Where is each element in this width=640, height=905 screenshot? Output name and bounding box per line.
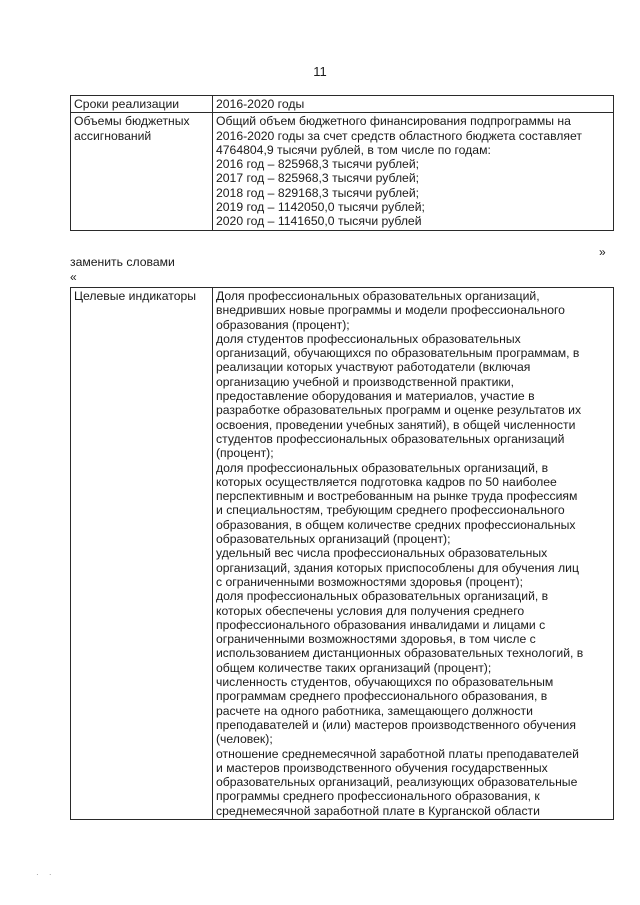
- indicator-line: с ограниченными возможностями здоровья (процент);: [216, 574, 523, 589]
- table-row-budget-allocations: [71, 113, 614, 230]
- indicator-line: расчете на одного работника, замещающего должности: [216, 703, 533, 718]
- indicator-line: и специальностям, требующим среднего профессионального: [216, 503, 565, 518]
- indicator-line: доля студентов профессиональных образовательных: [216, 331, 521, 346]
- indicator-line: численность студентов, обучающихся по образовательным: [216, 675, 554, 690]
- indicator-line: удельный вес числа профессиональных образовательных: [216, 546, 548, 561]
- row-label-line: Целевые индикаторы: [74, 289, 197, 303]
- indicator-line: образования, в общем количестве средних профессиональных: [216, 517, 576, 532]
- indicator-line: которых осуществляется подготовка кадров по 50 наиболее: [216, 474, 557, 489]
- indicator-line: образовательных организаций, реализующих образовательные: [216, 775, 578, 790]
- indicator-line: профессионального образования инвалидами и лицами с: [216, 617, 546, 632]
- indicator-line: ограниченными возможностями здоровья, в том числе с: [216, 632, 536, 647]
- indicator-line: образования (процент);: [216, 317, 350, 332]
- row-value-cell: [213, 288, 614, 820]
- indicator-line: предоставление оборудования и материалов, участие в: [216, 389, 535, 404]
- indicator-line: программам среднего профессионального образования, в: [216, 689, 548, 704]
- table-row-implementation-period: [71, 96, 614, 113]
- row-value-line: 2016-2020 годы: [216, 97, 305, 111]
- row-value-line: 2016 год – 825968,3 тысячи рублей;: [216, 157, 420, 172]
- indicator-line: программы среднего профессионального образования, к: [216, 789, 540, 804]
- replace-with-text: заменить словами: [70, 255, 175, 269]
- indicator-line: преподавателей и (или) мастеров производственного обучения: [216, 717, 576, 732]
- indicator-line: доля профессиональных образовательных организаций, в: [216, 589, 549, 604]
- indicator-line: реализации которых участвуют работодатели (включая: [216, 360, 531, 375]
- row-label-line: Объемы бюджетных: [74, 114, 190, 129]
- indicator-line: доля профессиональных образовательных организаций, в: [216, 460, 549, 475]
- indicator-line: организаций, здания которых приспособлены для обучения лиц: [216, 560, 579, 575]
- indicator-line: внедривших новые программы и модели профессионального: [216, 303, 565, 318]
- indicator-line: образовательных организаций (процент);: [216, 532, 451, 547]
- row-value-line: 2018 год – 829168,3 тысячи рублей;: [216, 185, 420, 200]
- row-value-line: 2020 год – 1141650,0 тысячи рублей: [216, 214, 422, 229]
- row-value-line: 2019 год – 1142050,0 тысячи рублей;: [216, 200, 425, 215]
- row-value-cell: [213, 96, 614, 113]
- indicator-line: организацию учебной и производственной практики,: [216, 374, 514, 389]
- indicator-line: общем количестве таких организаций (процент);: [216, 660, 492, 675]
- row-value-line: 2017 год – 825968,3 тысячи рублей;: [216, 171, 420, 186]
- indicator-line: использованием дистанционных образовательных технологий, в: [216, 646, 584, 661]
- subprogram-passport-table-old: [70, 95, 614, 231]
- opening-quote: «: [70, 270, 77, 284]
- indicator-line: которых обеспечены условия для получения среднего: [216, 603, 525, 618]
- closing-quote: »: [599, 245, 606, 259]
- indicator-line: (человек);: [216, 732, 273, 747]
- indicator-line: Доля профессиональных образовательных организаций,: [216, 289, 540, 303]
- row-label-cell: [71, 96, 213, 113]
- scan-specks: · ·: [36, 870, 56, 879]
- indicator-line: разработке образовательных программ и оценке результатов их: [216, 403, 582, 418]
- indicator-line: (процент);: [216, 446, 274, 461]
- page-number: 11: [313, 64, 327, 79]
- indicator-line: организаций, обучающихся по образовательным программам, в: [216, 346, 580, 361]
- subprogram-passport-table-new: [70, 287, 614, 820]
- row-label-line: Сроки реализации: [74, 97, 180, 111]
- row-value-line: 2016-2020 годы за счет средств областного бюджета составляет: [216, 128, 582, 143]
- indicator-line: студентов профессиональных образовательных организаций: [216, 431, 565, 446]
- row-value-cell: [213, 113, 614, 230]
- indicator-line: отношение среднемесячной заработной платы преподавателей: [216, 746, 579, 761]
- indicator-line: перспективным и востребованным на рынке труда профессиям: [216, 489, 578, 504]
- table-row-target-indicators: [71, 288, 614, 820]
- row-value-line: Общий объем бюджетного финансирования подпрограммы на: [216, 114, 571, 129]
- row-label-line: ассигнований: [74, 128, 152, 143]
- row-label-cell: [71, 113, 213, 230]
- indicator-line: среднемесячной заработной плате в Курганской области: [216, 803, 540, 818]
- row-label-cell: [71, 288, 213, 820]
- indicator-line: и мастеров производственного обучения государственных: [216, 760, 548, 775]
- row-value-line: 4764804,9 тысячи рублей, в том числе по годам:: [216, 142, 491, 157]
- indicator-line: освоения, проведении учебных занятий), в общей численности: [216, 417, 576, 432]
